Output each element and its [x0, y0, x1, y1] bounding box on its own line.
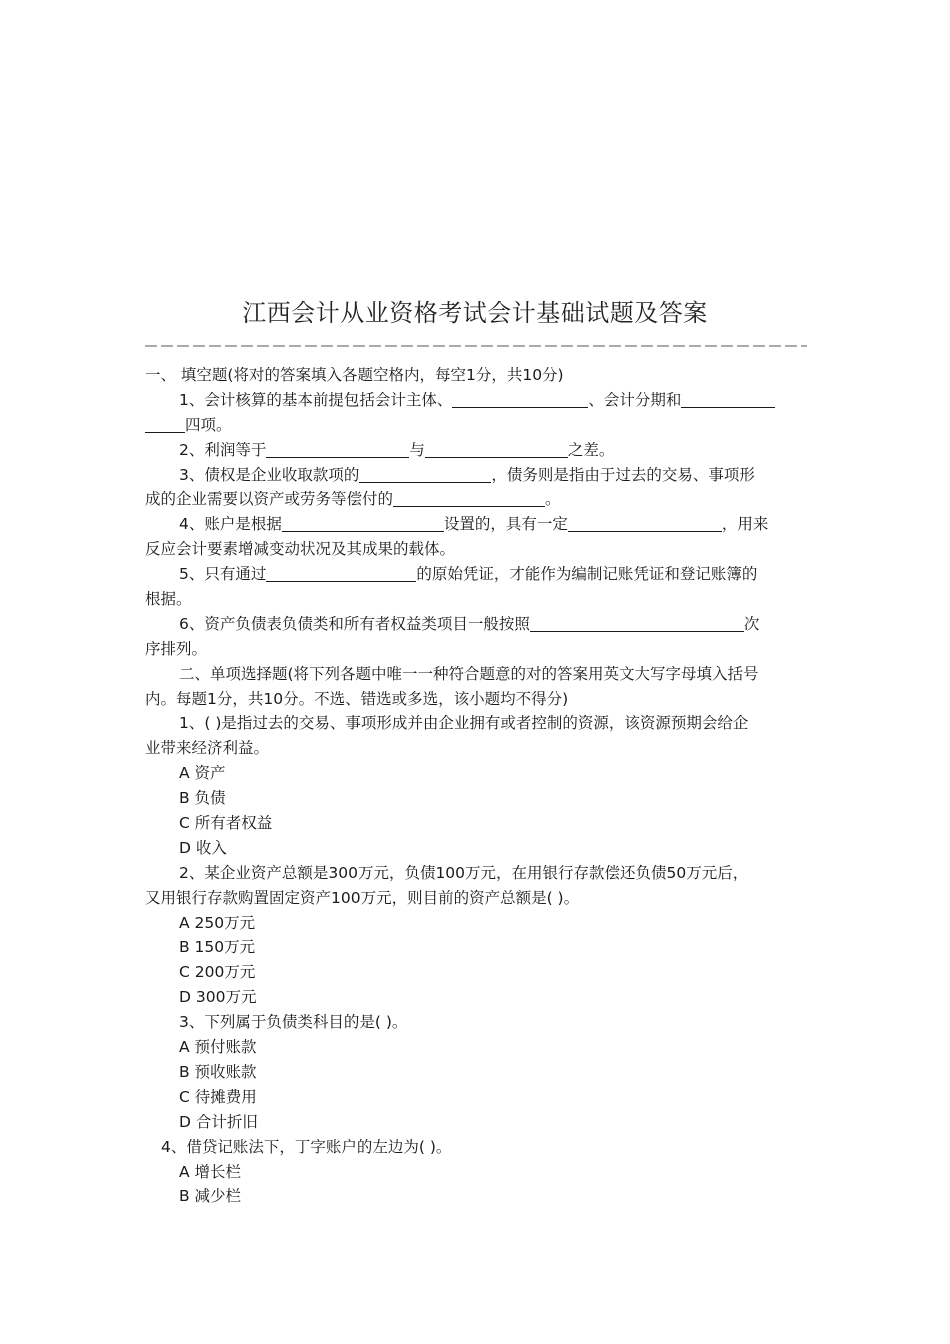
choice-question-4: 4、借贷记账法下，丁字账户的左边为( )。: [161, 1137, 452, 1156]
q4-text-a: 4、账户是根据: [179, 515, 282, 534]
choice-question-1-cont: 业带来经济利益。: [145, 739, 270, 758]
fill-question-6-cont: 序排列。: [145, 639, 208, 658]
option-item: B 150万元: [179, 938, 256, 957]
option-item: B 负债: [179, 789, 226, 808]
q2-text-c: 之差。: [567, 440, 615, 459]
q1-text-a: 1、会计核算的基本前提包括会计主体、: [179, 390, 453, 409]
fill-question-6: [145, 612, 809, 637]
q4-text-b: 设置的，具有一定: [443, 515, 568, 534]
q3-text-c: 成的企业需要以资产或劳务等偿付的: [145, 490, 394, 509]
fill-question-4-cont: 反应会计要素增减变动状况及其成果的载体。: [145, 540, 456, 559]
fill-question-3-cont: [145, 487, 809, 512]
page-title: 江西会计从业资格考试会计基础试题及答案: [242, 299, 708, 327]
section2-heading-cont: 内。每题1分，共10分。不选、错选或多选，该小题均不得分): [145, 689, 569, 708]
q1-text-b: 、会计分期和: [588, 390, 682, 409]
q1-text-c: 四项。: [185, 415, 232, 434]
option-item: D 300万元: [179, 988, 257, 1007]
option-item: A 资产: [179, 764, 226, 783]
answer-blank: [425, 440, 568, 458]
answer-blank: [393, 489, 545, 507]
q6-text-a: 6、资产负债表负债类和所有者权益类项目一般按照: [179, 614, 530, 633]
choice-question-1: 1、( )是指过去的交易、事项形成并由企业拥有或者控制的资源，该资源预期会给企: [179, 714, 749, 733]
answer-blank: [145, 415, 185, 433]
fill-question-3: [145, 463, 809, 488]
title-dashed-rule: [145, 337, 807, 353]
answer-blank: [681, 390, 775, 408]
fill-question-2: [145, 438, 809, 463]
q3-text-a: 3、债权是企业收取款项的: [179, 465, 360, 484]
option-item: B 预收账款: [179, 1062, 257, 1081]
q3-text-d: 。: [545, 490, 561, 509]
option-item: C 待摊费用: [179, 1087, 257, 1106]
option-item: B 减少栏: [179, 1187, 242, 1206]
document-body: [145, 363, 809, 1209]
answer-blank: [266, 564, 416, 582]
section2-heading: 二、单项选择题(将下列各题中唯一一种符合题意的对的答案用英文大写字母填入括号: [179, 664, 759, 683]
q4-text-c: ，用来: [721, 515, 769, 534]
choice-question-2: 2、某企业资产总额是300万元，负债100万元，在用银行存款偿还负债50万元后，: [179, 863, 749, 882]
answer-blank: [266, 440, 409, 458]
q5-text-b: 的原始凭证，才能作为编制记账凭证和登记账簿的: [416, 565, 758, 584]
fill-question-1: [145, 388, 809, 413]
fill-question-5-cont: 根据。: [145, 590, 192, 609]
option-item: A 增长栏: [179, 1162, 242, 1181]
option-item: D 收入: [179, 838, 227, 857]
answer-blank: [568, 514, 722, 532]
option-item: A 250万元: [179, 913, 256, 932]
answer-blank: [530, 614, 744, 632]
fill-question-4: [145, 512, 809, 537]
q3-text-b: ，债务则是指由于过去的交易、事项形: [491, 465, 755, 484]
answer-blank: [282, 514, 444, 532]
option-item: C 所有者权益: [179, 814, 273, 833]
q2-text-a: 2、利润等于: [179, 440, 267, 459]
choice-question-2-cont: 又用银行存款购置固定资产100万元，则目前的资产总额是( )。: [145, 888, 580, 907]
section1-heading: 一、 填空题(将对的答案填入各题空格内，每空1分，共10分): [145, 366, 564, 384]
fill-question-5: [145, 562, 809, 587]
answer-blank: [359, 465, 491, 483]
q2-text-b: 与: [409, 440, 425, 459]
option-item: D 合计折旧: [179, 1112, 258, 1131]
choice-question-3: 3、下列属于负债类科目的是( )。: [179, 1013, 408, 1032]
fill-question-1-cont: [145, 413, 809, 438]
option-item: C 200万元: [179, 963, 256, 982]
q5-text-a: 5、只有通过: [179, 565, 267, 584]
option-item: A 预付账款: [179, 1038, 257, 1057]
q6-text-b: 次: [743, 614, 760, 633]
answer-blank: [452, 390, 588, 408]
